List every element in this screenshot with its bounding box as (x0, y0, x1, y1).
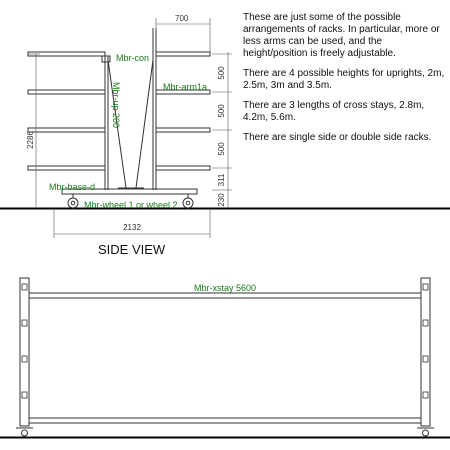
side-view-title: SIDE VIEW (98, 242, 166, 257)
post-right-slot-3 (423, 356, 428, 362)
wheel-left-hub (71, 201, 75, 205)
wheel-right (183, 198, 193, 208)
dim-700-text: 700 (175, 14, 189, 23)
arm-left-4 (28, 166, 105, 170)
notes-panel (243, 12, 448, 152)
post-left-slot-1 (22, 284, 27, 290)
label-connector: Mbr-con (116, 53, 150, 63)
label-base: Mbr-base-d (49, 182, 96, 192)
dim-500-mid-text: 500 (217, 104, 226, 118)
front-post-left (20, 278, 29, 426)
dim-2132-text: 2132 (123, 223, 141, 232)
dim-2286-text: 2286 (26, 131, 35, 149)
arm-left-3 (28, 128, 105, 132)
label-upright: Mbr-up 200 (111, 82, 121, 129)
brace-right (136, 60, 153, 188)
front-wheel-left (22, 430, 28, 436)
front-view (16, 278, 434, 436)
post-right-slot-4 (423, 392, 428, 398)
note-crossstay-lengths: There are 3 lengths of cross stays, 2.8m, 4.2m, 5.6m. (243, 100, 425, 123)
crossstay-top (29, 293, 421, 298)
post-left-slot-2 (22, 320, 27, 326)
dim-230-text: 230 (217, 193, 226, 207)
note-upright-heights: There are 4 possible heights for uprights, 2m, 2.5m, 3m and 3.5m. (243, 68, 445, 91)
arm-right-3 (156, 128, 210, 132)
front-post-right (421, 278, 430, 426)
post-right-slot-2 (423, 320, 428, 326)
arm-left-2 (28, 90, 105, 94)
label-wheel: Mbr-wheel 1 or wheel 2 (84, 200, 178, 210)
crossstay-bottom (29, 418, 421, 423)
dim-311-text: 311 (217, 173, 226, 187)
label-arm: Mbr-arm1a (163, 82, 208, 92)
arm-right-4 (156, 166, 210, 170)
post-left-slot-3 (22, 356, 27, 362)
post-right-slot-1 (423, 284, 428, 290)
wheel-left (68, 198, 78, 208)
note-rack-sides: There are single side or double side racks. (243, 132, 432, 143)
note-arrangements: These are just some of the possible arrangements of racks. In particular, more or less arms can be used, and the height/position is freely adjustable. (243, 12, 440, 59)
post-left-slot-4 (22, 392, 27, 398)
arm-right-1 (156, 52, 210, 56)
front-wheel-right (423, 430, 429, 436)
dim-500-top-text: 500 (217, 66, 226, 80)
connector-block (102, 56, 110, 62)
label-crossstay: Mbr-xstay 5600 (193, 283, 257, 293)
wheel-right-hub (186, 201, 190, 205)
dim-500-low-text: 500 (217, 142, 226, 156)
